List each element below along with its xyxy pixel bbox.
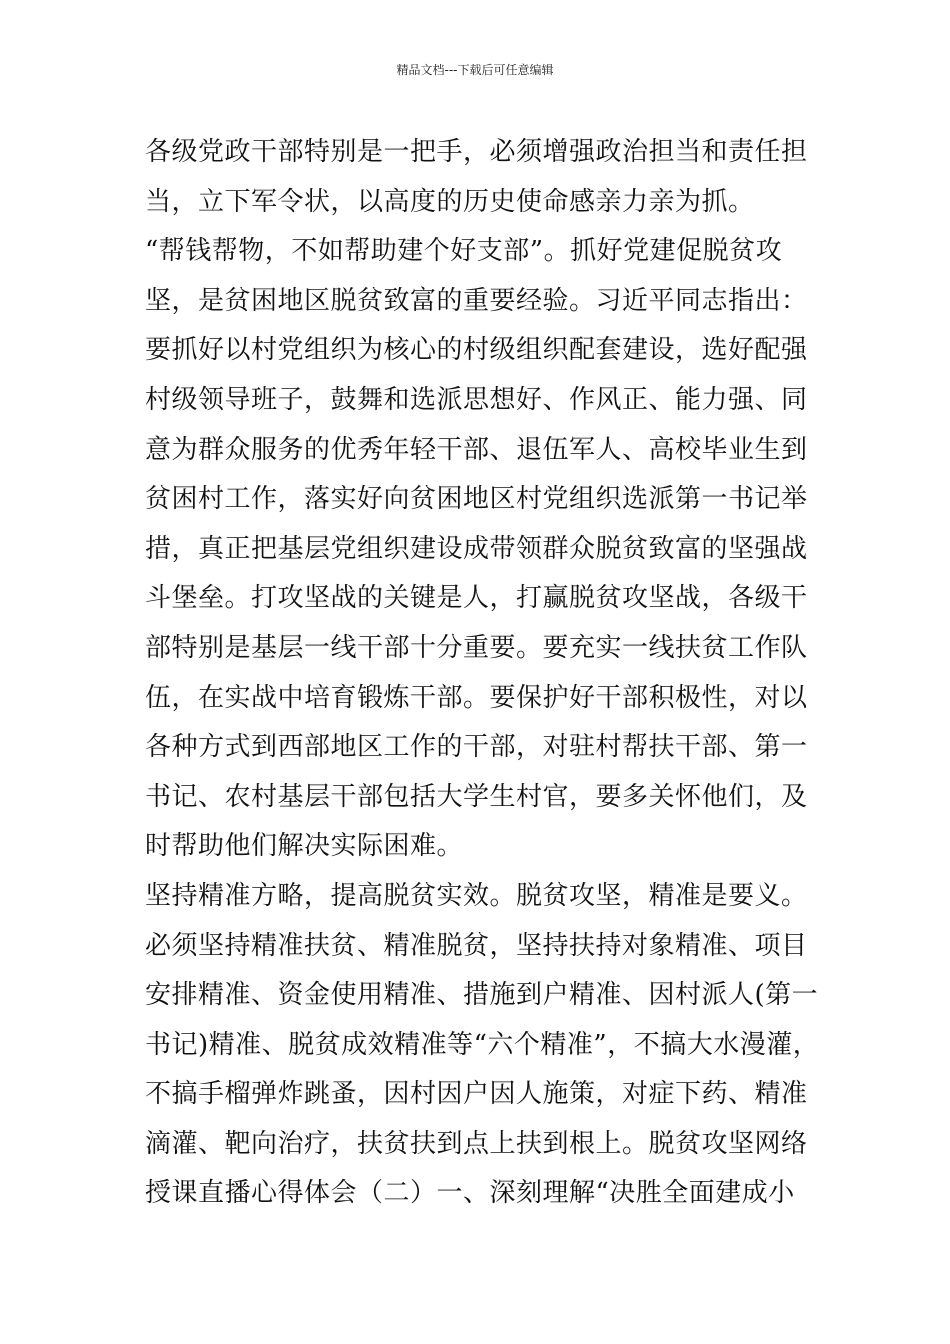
text-line: 安排精准、资金使用精准、措施到户精准、因村派人(第一: [145, 980, 819, 1011]
text-line: 部特别是基层一线干部十分重要。要充实一线扶贫工作队: [145, 632, 808, 663]
text-line: 必须坚持精准扶贫、精准脱贫，坚持扶持对象精准、项目: [145, 930, 808, 961]
text-line: 村级领导班子，鼓舞和选派思想好、作风正、能力强、同: [145, 384, 808, 415]
text-line: 伍，在实战中培育锻炼干部。要保护好干部积极性，对以: [145, 682, 808, 713]
text-line: 意为群众服务的优秀年轻干部、退伍军人、高校毕业生到: [145, 434, 808, 465]
text-line: 时帮助他们解决实际困难。: [145, 831, 464, 862]
text-line: 不搞手榴弹炸跳蚤，因村因户因人施策，对症下药、精准: [145, 1079, 808, 1110]
text-line: 书记、农村基层干部包括大学生村官，要多关怀他们，及: [145, 781, 808, 812]
text-line: “帮钱帮物，不如帮助建个好支部”。抓好党建促脱贫攻: [145, 236, 783, 267]
text-line: 坚持精准方略，提高脱贫实效。脱贫攻坚，精准是要义。: [145, 880, 808, 911]
text-line: 要抓好以村党组织为核心的村级组织配套建设，选好配强: [145, 335, 808, 366]
text-line: 当，立下军令状，以高度的历史使命感亲力亲为抓。: [145, 186, 755, 217]
document-body: [145, 128, 845, 1219]
text-line: 各级党政干部特别是一把手，必须增强政治担当和责任担: [145, 137, 808, 167]
text-line: 各种方式到西部地区工作的干部，对驻村帮扶干部、第一: [145, 732, 808, 763]
text-line: 措，真正把基层党组织建设成带领群众脱贫致富的坚强战: [145, 533, 808, 564]
text-line: 授课直播心得体会（二）一、深刻理解“决胜全面建成小: [145, 1178, 795, 1209]
text-line: 贫困村工作，落实好向贫困地区村党组织选派第一书记举: [145, 484, 808, 515]
text-line: 坚，是贫困地区脱贫致富的重要经验。习近平同志指出：: [145, 285, 808, 316]
text-line: 书记)精准、脱贫成效精准等“六个精准”，不搞大水漫灌，: [145, 1029, 820, 1060]
page-header: 精品文档---下载后可任意编辑: [396, 63, 554, 77]
text-line: 滴灌、靶向治疗，扶贫扶到点上扶到根上。脱贫攻坚网络: [145, 1128, 808, 1159]
text-line: 斗堡垒。打攻坚战的关键是人，打赢脱贫攻坚战，各级干: [145, 583, 808, 614]
